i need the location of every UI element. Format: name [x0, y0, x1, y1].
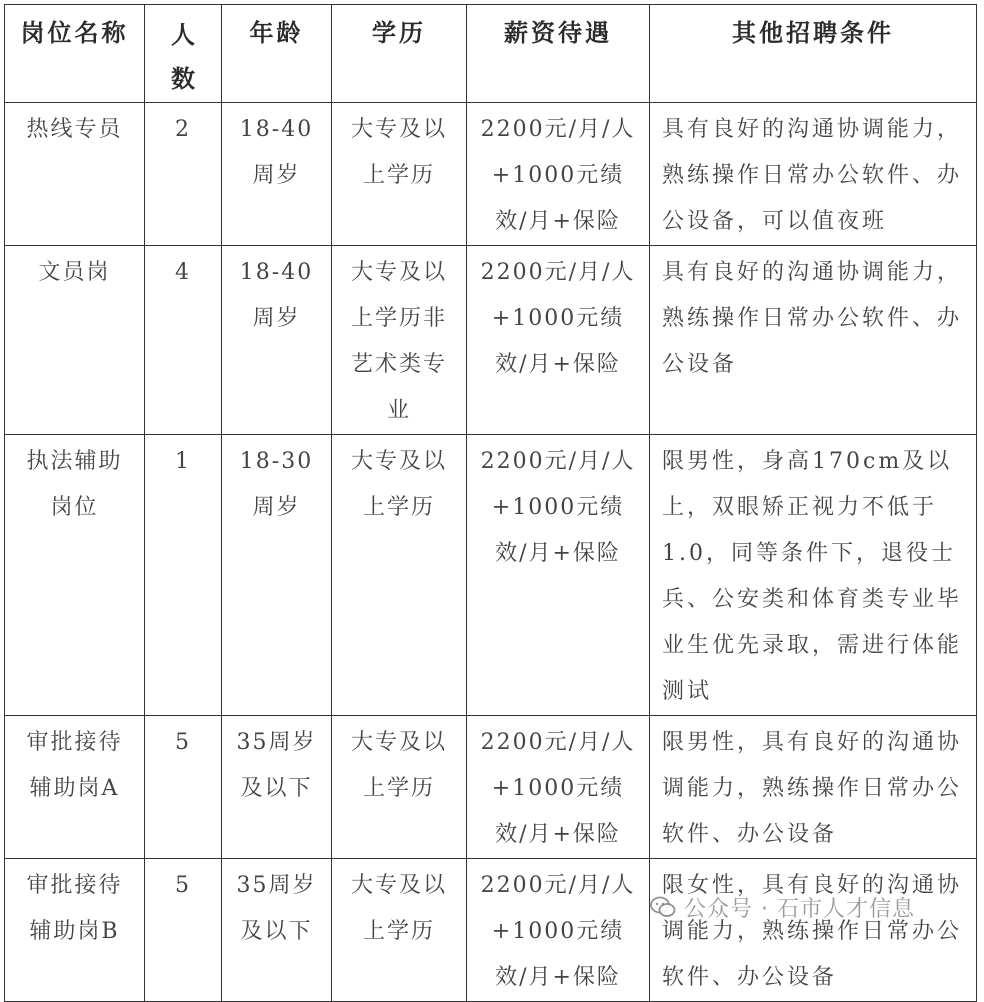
cell-education-text: 大专及以上学历非艺术类专业	[350, 260, 447, 423]
table-row	[5, 103, 977, 246]
header-age: 年龄	[222, 5, 332, 103]
cell-salary	[467, 716, 650, 859]
table-row	[5, 859, 977, 1002]
cell-salary	[467, 859, 650, 1002]
cell-education	[332, 435, 467, 716]
cell-count-text: 5	[175, 730, 191, 755]
recruitment-table	[4, 4, 977, 1002]
cell-salary	[467, 435, 650, 716]
cell-salary	[467, 246, 650, 435]
recruitment-table-container	[4, 4, 976, 990]
cell-position-text: 文员岗	[38, 260, 111, 285]
cell-conditions-text: 限男性，身高170cm及以上，双眼矫正视力不低于1.0，同等条件下，退役士兵、公安类和体育类专业毕业生优先录取，需进行体能测试	[662, 449, 963, 704]
cell-conditions	[650, 859, 977, 1002]
cell-age	[222, 246, 332, 435]
cell-count-text: 2	[175, 117, 191, 142]
cell-conditions	[650, 246, 977, 435]
cell-position	[5, 246, 145, 435]
cell-count	[145, 859, 222, 1002]
cell-education-text: 大专及以上学历	[350, 117, 447, 188]
cell-position	[5, 103, 145, 246]
cell-age	[222, 435, 332, 716]
header-row	[5, 5, 977, 103]
cell-age	[222, 103, 332, 246]
cell-age-text: 35周岁及以下	[236, 730, 317, 801]
header-education: 学历	[332, 5, 467, 103]
cell-salary	[467, 103, 650, 246]
cell-age-text: 35周岁及以下	[236, 873, 317, 944]
cell-education-text: 大专及以上学历	[350, 730, 447, 801]
header-conditions: 其他招聘条件	[650, 5, 977, 103]
cell-salary-text: 2200元/月/人+1000元绩效/月+保险	[480, 117, 636, 234]
cell-age-text: 18-40周岁	[239, 117, 314, 188]
cell-education	[332, 716, 467, 859]
cell-conditions-text: 限女性，具有良好的沟通协调能力，熟练操作日常办公软件、办公设备	[662, 873, 963, 990]
cell-position-text: 热线专员	[26, 117, 123, 142]
cell-count-text: 5	[175, 873, 191, 898]
watermark	[650, 890, 915, 924]
cell-count	[145, 716, 222, 859]
cell-education	[332, 859, 467, 1002]
cell-count-text: 4	[175, 260, 191, 285]
table-row	[5, 246, 977, 435]
cell-count-text: 1	[175, 449, 191, 474]
header-count	[145, 5, 222, 103]
cell-position-text: 审批接待辅助岗A	[26, 730, 123, 801]
cell-conditions	[650, 716, 977, 859]
cell-education	[332, 103, 467, 246]
cell-count	[145, 103, 222, 246]
cell-education-text: 大专及以上学历	[350, 873, 447, 944]
cell-position	[5, 859, 145, 1002]
cell-conditions-text: 限男性，具有良好的沟通协调能力，熟练操作日常办公软件、办公设备	[662, 730, 963, 847]
cell-salary-text: 2200元/月/人+1000元绩效/月+保险	[480, 730, 636, 847]
cell-education-text: 大专及以上学历	[350, 449, 447, 520]
header-position: 岗位名称	[5, 5, 145, 103]
cell-position-text: 审批接待辅助岗B	[26, 873, 123, 944]
cell-education	[332, 246, 467, 435]
cell-conditions-text: 具有良好的沟通协调能力，熟练操作日常办公软件、办公设备	[662, 260, 963, 377]
cell-age-text: 18-40周岁	[239, 260, 314, 331]
header-count-text: 人数	[171, 21, 195, 93]
cell-count	[145, 435, 222, 716]
cell-salary-text: 2200元/月/人+1000元绩效/月+保险	[480, 873, 636, 990]
cell-salary-text: 2200元/月/人+1000元绩效/月+保险	[480, 260, 636, 377]
watermark-text: 公众号 · 石市人才信息	[684, 896, 915, 922]
table-row	[5, 435, 977, 716]
cell-conditions	[650, 103, 977, 246]
cell-conditions-text: 具有良好的沟通协调能力，熟练操作日常办公软件、办公设备，可以值夜班	[662, 117, 963, 234]
cell-position	[5, 435, 145, 716]
cell-age	[222, 859, 332, 1002]
cell-salary-text: 2200元/月/人+1000元绩效/月+保险	[480, 449, 636, 566]
cell-conditions	[650, 435, 977, 716]
cell-count	[145, 246, 222, 435]
table-row	[5, 716, 977, 859]
cell-position	[5, 716, 145, 859]
wechat-icon	[650, 896, 676, 918]
header-salary: 薪资待遇	[467, 5, 650, 103]
cell-age	[222, 716, 332, 859]
cell-age-text: 18-30周岁	[239, 449, 314, 520]
cell-position-text: 执法辅助岗位	[26, 449, 123, 520]
